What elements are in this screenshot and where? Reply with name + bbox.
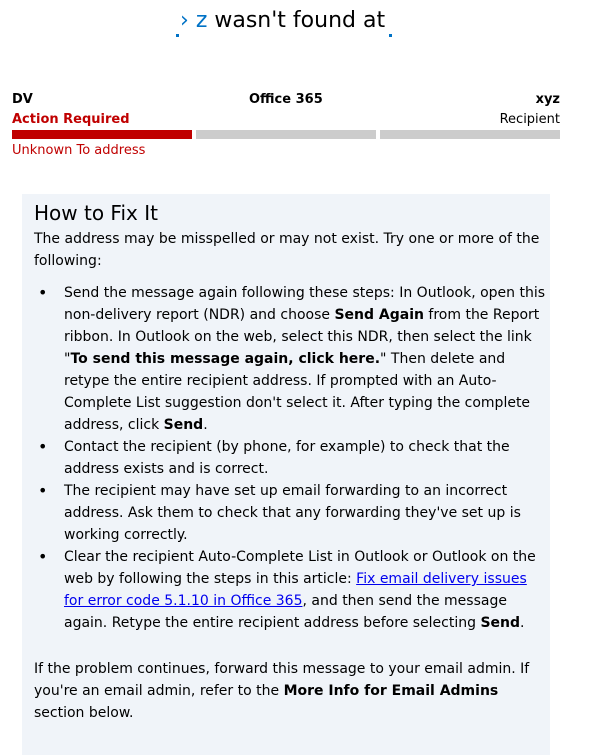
server-status-bar bbox=[196, 130, 376, 139]
server-name: Office 365 bbox=[249, 92, 323, 107]
section-title: How to Fix It bbox=[34, 201, 158, 225]
headline-fragment-left: › bbox=[180, 8, 189, 33]
fix-steps-list bbox=[34, 282, 546, 634]
recipient-name: xyz bbox=[535, 92, 560, 107]
headline-clipped-glyph bbox=[176, 34, 179, 37]
sender-name: DV bbox=[12, 92, 33, 107]
recipient-status-bar bbox=[380, 130, 560, 139]
headline-partial-address: z bbox=[195, 8, 208, 33]
recipient-role: Recipient bbox=[499, 112, 560, 127]
headline-clipped-glyph bbox=[389, 34, 392, 37]
fix-intro: The address may be misspelled or may not exist. Try one or more of the following: bbox=[34, 231, 540, 269]
sender-error-detail: Unknown To address bbox=[12, 143, 146, 158]
how-to-fix-section bbox=[22, 194, 550, 755]
headline bbox=[180, 6, 385, 36]
fix-article-link[interactable]: Fix email delivery issues for error code 5.1.10 in Office 365 bbox=[64, 571, 527, 609]
sender-status-bar bbox=[12, 130, 192, 139]
list-item: • The recipient may have set up email forwarding to an incorrect address. Ask them to check that any forwarding they've set up is working correctly. bbox=[34, 480, 546, 546]
list-item: • Contact the recipient (by phone, for example) to check that the address exists and is correct. bbox=[34, 436, 546, 480]
list-item: • Clear the recipient Auto-Complete List in Outlook or Outlook on the web by following the steps in this article: Fix email delivery issues for error code 5.1.10 in Office 365, and then send the message again. Retype the entire recipient address before selecting Send. bbox=[34, 546, 546, 634]
fix-outro: If the problem continues, forward this message to your email admin. If you're an email admin, refer to the More Info for Email Admins section below. bbox=[34, 661, 530, 721]
headline-text: wasn't found at bbox=[214, 8, 386, 33]
sender-status: Action Required bbox=[12, 112, 130, 127]
list-item: • Send the message again following these steps: In Outlook, open this non-delivery report (NDR) and choose Send Again from the Report ribbon. In Outlook on the web, select this NDR, then select the link "To send this message again, click here." Then delete and retype the entire recipient address. If prompted with an Auto-Complete List suggestion don't select it. After typing the complete address, click Send. bbox=[34, 282, 546, 436]
